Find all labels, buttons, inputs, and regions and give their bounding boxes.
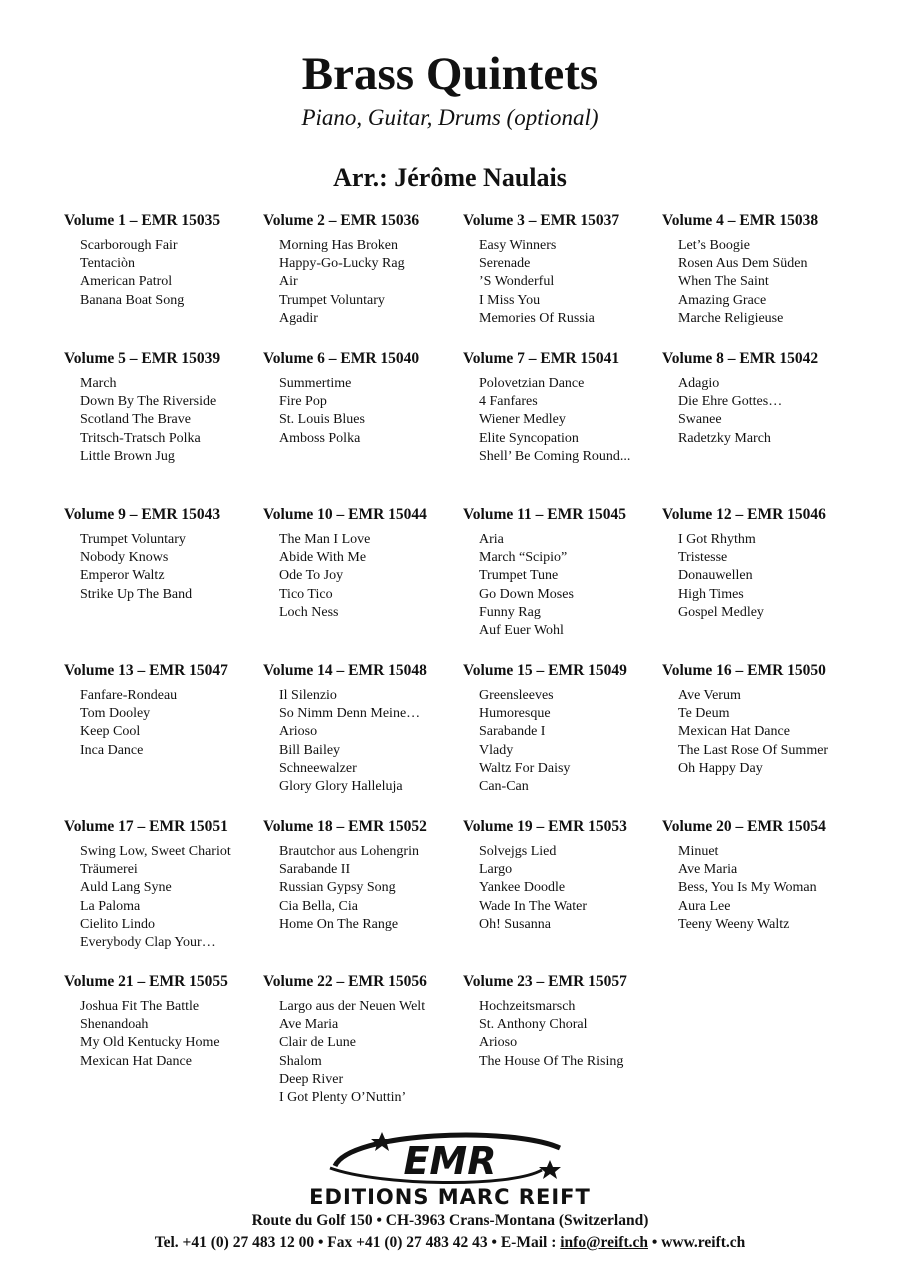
volume-title: Volume 20 – EMR 15054 bbox=[662, 818, 826, 835]
logo-mark: EMR bbox=[403, 1139, 497, 1183]
logo-star-left bbox=[371, 1132, 393, 1151]
volume-block bbox=[64, 817, 264, 952]
volume-block bbox=[64, 661, 264, 760]
volume-title: Volume 17 – EMR 15051 bbox=[64, 818, 228, 835]
song-title: Happy-Go-Lucky Rag bbox=[279, 256, 405, 272]
song-title: I Got Rhythm bbox=[678, 532, 756, 547]
song-title: Serenade bbox=[479, 256, 531, 272]
song-title: Ode To Joy bbox=[279, 568, 344, 584]
volume-title: Volume 22 – EMR 15056 bbox=[263, 973, 427, 990]
song-list bbox=[64, 687, 264, 760]
volume-block bbox=[64, 972, 264, 1071]
song-title: Strike Up The Band bbox=[80, 586, 193, 602]
volume-title: Volume 8 – EMR 15042 bbox=[662, 350, 819, 367]
song-list bbox=[662, 237, 862, 328]
volume-block bbox=[662, 211, 862, 328]
song-title: Tritsch-Tratsch Polka bbox=[80, 430, 201, 446]
volume-title: Volume 23 – EMR 15057 bbox=[463, 973, 627, 990]
volume-block bbox=[463, 817, 663, 934]
song-title: Hochzeitsmarsch bbox=[479, 999, 576, 1014]
volume-title: Volume 18 – EMR 15052 bbox=[263, 818, 427, 835]
volume-title: Volume 7 – EMR 15041 bbox=[463, 350, 620, 367]
song-title: I Got Plenty O’Nuttin’ bbox=[279, 1090, 407, 1106]
song-title: Amazing Grace bbox=[678, 292, 767, 308]
song-title: Sarabande I bbox=[479, 724, 546, 740]
song-title: Oh! Susanna bbox=[479, 916, 551, 932]
volume-title: Volume 12 – EMR 15046 bbox=[662, 506, 826, 523]
song-title: Donauwellen bbox=[678, 568, 753, 584]
song-list bbox=[463, 998, 663, 1071]
song-title: Keep Cool bbox=[80, 724, 141, 740]
song-title: Swing Low, Sweet Chariot bbox=[80, 844, 231, 859]
song-title: Oh Happy Day bbox=[678, 760, 763, 776]
song-title: Shenandoah bbox=[80, 1017, 149, 1033]
song-title: The Last Rose Of Summer bbox=[678, 742, 829, 758]
song-title: Loch Ness bbox=[279, 604, 339, 620]
song-title: Trumpet Voluntary bbox=[279, 292, 385, 308]
song-title: American Patrol bbox=[80, 274, 173, 290]
song-title: Agadir bbox=[279, 310, 318, 326]
song-title: Rosen Aus Dem Süden bbox=[678, 256, 808, 272]
volume-block bbox=[263, 817, 463, 934]
song-title: Wiener Medley bbox=[479, 412, 566, 428]
song-title: Aria bbox=[479, 532, 504, 547]
song-list bbox=[463, 237, 663, 328]
song-list bbox=[662, 687, 862, 778]
song-title: My Old Kentucky Home bbox=[80, 1035, 220, 1051]
song-list bbox=[263, 843, 463, 934]
volume-block bbox=[463, 505, 663, 640]
volume-title: Volume 9 – EMR 15043 bbox=[64, 506, 221, 523]
song-title: Scotland The Brave bbox=[80, 412, 191, 428]
song-title: Can-Can bbox=[479, 779, 529, 795]
song-list bbox=[64, 998, 264, 1071]
song-title: Scarborough Fair bbox=[80, 238, 178, 253]
song-title: Elite Syncopation bbox=[479, 430, 579, 446]
separator: • bbox=[648, 1234, 662, 1251]
song-title: Bess, You Is My Woman bbox=[678, 880, 817, 896]
volume-block bbox=[463, 972, 663, 1071]
volume-block bbox=[64, 349, 264, 466]
song-list bbox=[263, 531, 463, 622]
song-title: Vlady bbox=[479, 742, 514, 758]
song-title: St. Louis Blues bbox=[279, 412, 365, 428]
volume-block bbox=[263, 505, 463, 622]
song-title: Träumerei bbox=[80, 862, 138, 878]
song-title: Auf Euer Wohl bbox=[479, 623, 564, 639]
song-title: Wade In The Water bbox=[479, 898, 588, 914]
song-list bbox=[463, 687, 663, 796]
separator: • bbox=[314, 1234, 328, 1251]
song-title: Brautchor aus Lohengrin bbox=[279, 844, 419, 859]
song-title: Summertime bbox=[279, 376, 352, 391]
volume-title: Volume 6 – EMR 15040 bbox=[263, 350, 420, 367]
song-title: Emperor Waltz bbox=[80, 568, 165, 584]
song-title: Tico Tico bbox=[279, 586, 333, 602]
song-title: Little Brown Jug bbox=[80, 448, 175, 464]
volume-title: Volume 10 – EMR 15044 bbox=[263, 506, 427, 523]
song-title: Tristesse bbox=[678, 550, 728, 566]
song-title: Shalom bbox=[279, 1053, 322, 1069]
song-title: Aura Lee bbox=[678, 898, 731, 914]
volume-title: Volume 11 – EMR 15045 bbox=[463, 506, 627, 523]
song-title: Greensleeves bbox=[479, 688, 554, 703]
song-title: Glory Glory Halleluja bbox=[279, 779, 403, 795]
song-title: Marche Religieuse bbox=[678, 310, 784, 326]
song-title: Banana Boat Song bbox=[80, 292, 185, 308]
song-title: Swanee bbox=[678, 412, 722, 428]
song-title: Mexican Hat Dance bbox=[80, 1053, 192, 1069]
song-title: Solvejgs Lied bbox=[479, 844, 557, 859]
volume-block bbox=[662, 661, 862, 778]
song-list bbox=[463, 531, 663, 640]
publisher-contact bbox=[0, 1232, 900, 1254]
song-list bbox=[662, 531, 862, 622]
song-list bbox=[263, 237, 463, 328]
volume-title: Volume 19 – EMR 15053 bbox=[463, 818, 627, 835]
song-title: Memories Of Russia bbox=[479, 310, 595, 326]
song-title: March bbox=[80, 376, 117, 391]
song-title: Schneewalzer bbox=[279, 760, 357, 776]
volume-block bbox=[463, 211, 663, 328]
song-title: So Nimm Denn Meine… bbox=[279, 706, 421, 722]
volume-title: Volume 1 – EMR 15035 bbox=[64, 212, 221, 229]
song-list bbox=[263, 998, 463, 1107]
song-title: Auld Lang Syne bbox=[80, 880, 172, 896]
song-list bbox=[64, 237, 264, 310]
song-list bbox=[463, 843, 663, 934]
song-title: Abide With Me bbox=[279, 550, 367, 566]
song-title: Go Down Moses bbox=[479, 586, 574, 602]
page-subtitle: Piano, Guitar, Drums (optional) bbox=[301, 105, 599, 130]
email-label: E-Mail : bbox=[500, 1234, 561, 1251]
volume-block bbox=[463, 349, 663, 466]
volume-block bbox=[263, 349, 463, 448]
song-title: Largo aus der Neuen Welt bbox=[279, 999, 426, 1014]
song-title: Polovetzian Dance bbox=[479, 376, 585, 391]
song-title: Sarabande II bbox=[279, 862, 351, 878]
song-title: Humoresque bbox=[479, 706, 551, 722]
song-title: Russian Gypsy Song bbox=[279, 880, 396, 896]
email-link[interactable]: info@reift.ch bbox=[560, 1234, 648, 1251]
song-title: Joshua Fit The Battle bbox=[80, 999, 200, 1014]
volume-title: Volume 16 – EMR 15050 bbox=[662, 662, 826, 679]
song-title: March “Scipio” bbox=[479, 550, 568, 566]
volume-title: Volume 15 – EMR 15049 bbox=[463, 662, 627, 679]
volume-block bbox=[64, 211, 264, 310]
song-list bbox=[263, 687, 463, 796]
song-title: Clair de Lune bbox=[279, 1035, 356, 1051]
song-title: Largo bbox=[479, 862, 513, 878]
volume-title: Volume 4 – EMR 15038 bbox=[662, 212, 819, 229]
song-title: Funny Rag bbox=[479, 604, 541, 620]
separator: • bbox=[487, 1234, 501, 1251]
song-title: Minuet bbox=[678, 844, 719, 859]
volume-block bbox=[263, 211, 463, 328]
emr-logo bbox=[260, 1128, 640, 1212]
song-title: I Miss You bbox=[479, 292, 541, 308]
song-title: Home On The Range bbox=[279, 916, 399, 932]
song-title: ’S Wonderful bbox=[479, 274, 555, 290]
song-title: Cielito Lindo bbox=[80, 916, 156, 932]
phone-number: Tel. +41 (0) 27 483 12 00 bbox=[154, 1234, 315, 1251]
song-title: Cia Bella, Cia bbox=[279, 898, 358, 914]
song-title: Arioso bbox=[279, 724, 318, 740]
publisher-address: Route du Golf 150 • CH-3963 Crans-Montana (Switzerland) bbox=[251, 1212, 649, 1229]
song-title: Air bbox=[279, 274, 298, 290]
volume-block bbox=[64, 505, 264, 604]
song-title: Mexican Hat Dance bbox=[678, 724, 790, 740]
arranger-line: Arr.: Jérôme Naulais bbox=[333, 163, 567, 192]
song-list bbox=[662, 375, 862, 448]
song-list bbox=[263, 375, 463, 448]
song-title: When The Saint bbox=[678, 274, 769, 290]
song-title: Everybody Clap Your… bbox=[80, 935, 216, 951]
logo-star-right bbox=[539, 1160, 561, 1179]
volume-title: Volume 14 – EMR 15048 bbox=[263, 662, 427, 679]
song-title: Gospel Medley bbox=[678, 604, 764, 620]
song-title: Deep River bbox=[279, 1071, 344, 1087]
volume-block bbox=[263, 972, 463, 1107]
volume-title: Volume 5 – EMR 15039 bbox=[64, 350, 221, 367]
song-title: St. Anthony Choral bbox=[479, 1017, 588, 1033]
song-list bbox=[463, 375, 663, 466]
volume-block bbox=[662, 817, 862, 934]
song-title: La Paloma bbox=[80, 898, 141, 914]
song-title: Die Ehre Gottes… bbox=[678, 394, 783, 410]
song-title: Fanfare-Rondeau bbox=[80, 688, 178, 703]
song-title: Easy Winners bbox=[479, 238, 557, 253]
volume-block bbox=[662, 349, 862, 448]
volume-title: Volume 13 – EMR 15047 bbox=[64, 662, 228, 679]
song-title: Arioso bbox=[479, 1035, 518, 1051]
song-title: The Man I Love bbox=[279, 532, 371, 547]
logo-publisher: EDITIONS MARC REIFT bbox=[309, 1185, 591, 1209]
song-title: Trumpet Tune bbox=[479, 568, 559, 584]
song-list bbox=[64, 375, 264, 466]
song-title: Nobody Knows bbox=[80, 550, 169, 566]
song-title: Adagio bbox=[678, 376, 720, 391]
song-title: 4 Fanfares bbox=[479, 394, 538, 410]
song-title: Teeny Weeny Waltz bbox=[678, 916, 790, 932]
song-list bbox=[64, 531, 264, 604]
song-title: Tentaciòn bbox=[80, 256, 135, 272]
website[interactable]: www.reift.ch bbox=[661, 1234, 746, 1251]
volume-block bbox=[662, 505, 862, 622]
volume-title: Volume 21 – EMR 15055 bbox=[64, 973, 228, 990]
song-title: Ave Verum bbox=[678, 688, 741, 703]
song-list bbox=[662, 843, 862, 934]
song-title: Inca Dance bbox=[80, 742, 144, 758]
song-title: Bill Bailey bbox=[279, 742, 341, 758]
volume-title: Volume 2 – EMR 15036 bbox=[263, 212, 420, 229]
song-title: Fire Pop bbox=[279, 394, 327, 410]
song-title: Ave Maria bbox=[678, 862, 738, 878]
song-title: Amboss Polka bbox=[279, 430, 361, 446]
song-title: Morning Has Broken bbox=[279, 238, 398, 253]
volume-block bbox=[263, 661, 463, 796]
song-title: Yankee Doodle bbox=[479, 880, 566, 896]
song-title: Let’s Boogie bbox=[678, 238, 750, 253]
song-title: Te Deum bbox=[678, 706, 730, 722]
song-title: Il Silenzio bbox=[279, 688, 337, 703]
fax-number: Fax +41 (0) 27 483 42 43 bbox=[327, 1234, 488, 1251]
song-title: High Times bbox=[678, 586, 744, 602]
song-title: Ave Maria bbox=[279, 1017, 339, 1033]
volume-title: Volume 3 – EMR 15037 bbox=[463, 212, 620, 229]
song-title: Shell’ Be Coming Round... bbox=[479, 448, 631, 464]
volume-block bbox=[463, 661, 663, 796]
song-title: Waltz For Daisy bbox=[479, 760, 571, 776]
page-title: Brass Quintets bbox=[301, 48, 599, 100]
song-title: Tom Dooley bbox=[80, 706, 151, 722]
song-title: Down By The Riverside bbox=[80, 394, 217, 410]
song-list bbox=[64, 843, 264, 952]
song-title: The House Of The Rising bbox=[479, 1053, 624, 1069]
song-title: Radetzky March bbox=[678, 430, 771, 446]
song-title: Trumpet Voluntary bbox=[80, 532, 186, 547]
